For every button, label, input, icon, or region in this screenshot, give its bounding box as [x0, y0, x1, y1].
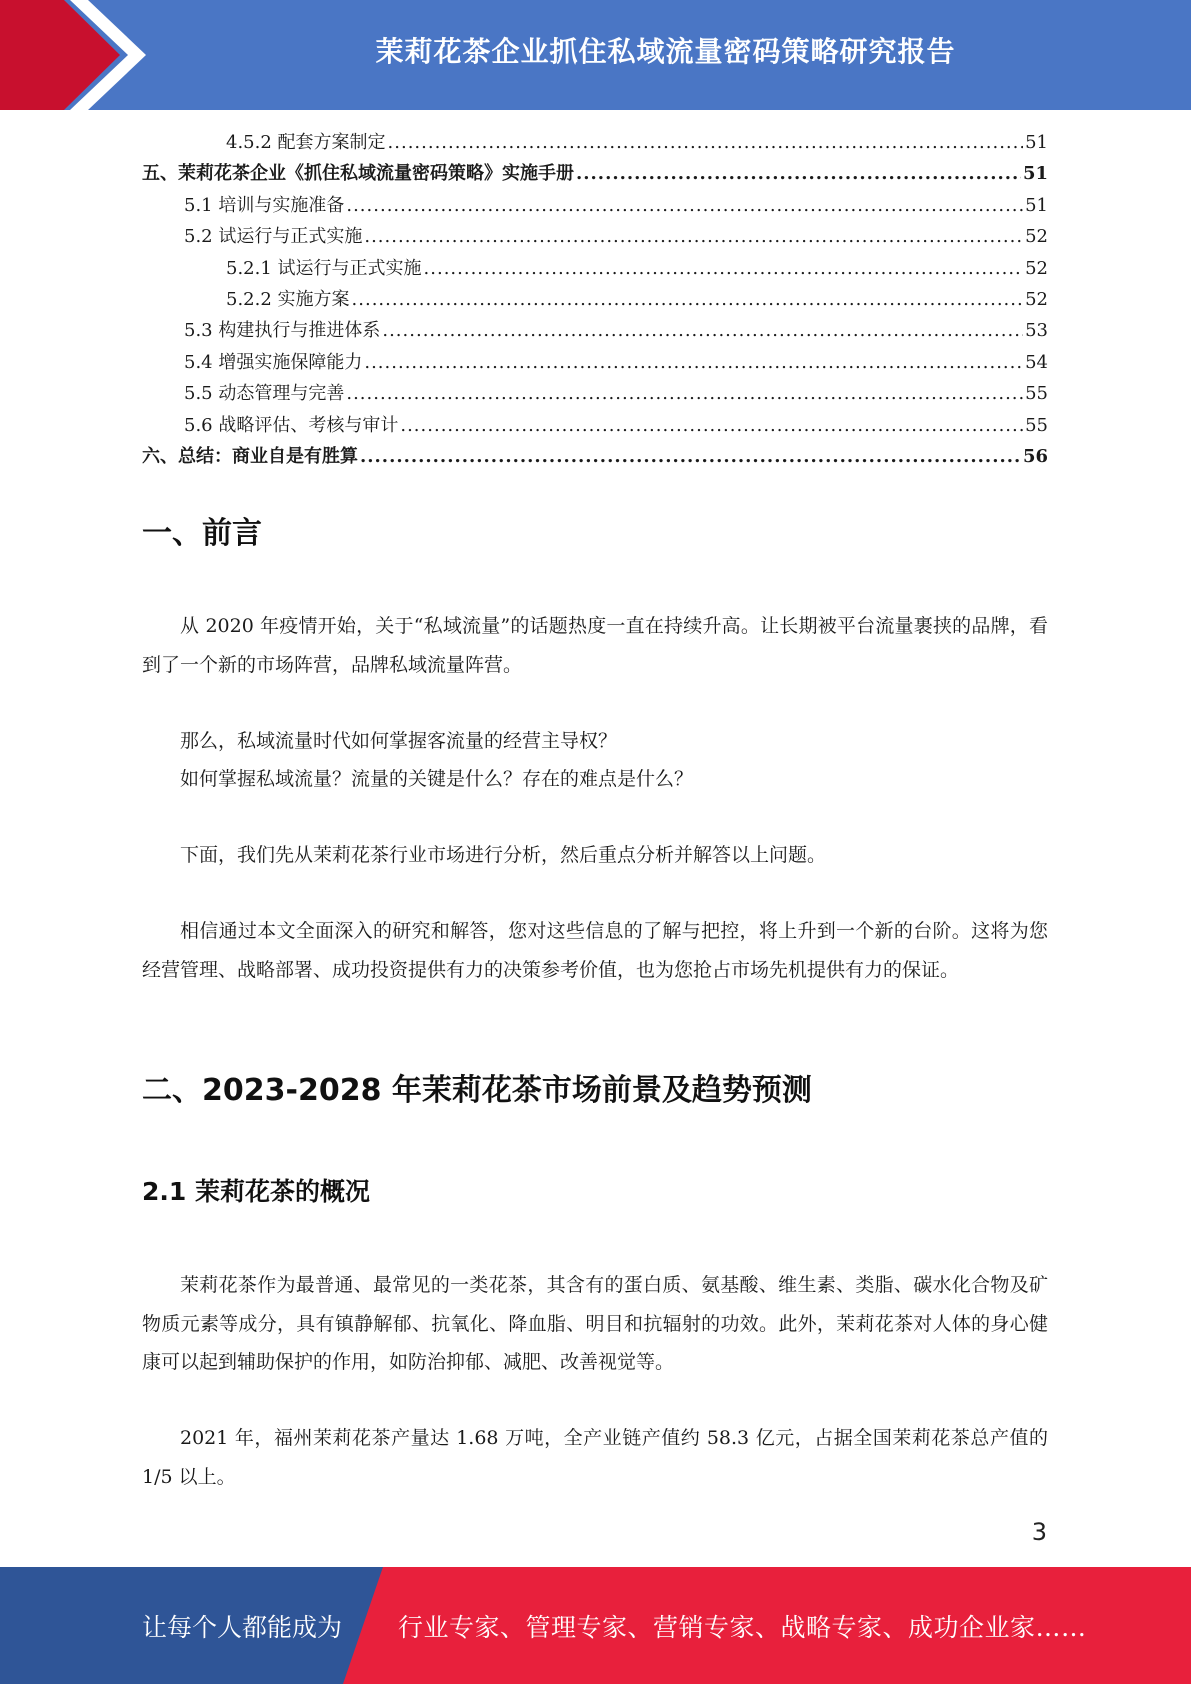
- toc-entry-page: 51: [1025, 194, 1048, 216]
- toc-entry[interactable]: [142, 284, 1048, 315]
- paragraph-production-stats: 2021 年，福州茉莉花茶产量达 1.68 万吨，全产业链产值约 58.3 亿元，占据全国茉莉花茶总产值的 1/5 以上。: [142, 1427, 1048, 1488]
- toc-entry-title: 4.5.2 配套方案制定: [226, 132, 386, 153]
- toc-entry-title: 5.2 试运行与正式实施: [184, 226, 363, 248]
- toc-entry-page: 52: [1025, 226, 1048, 248]
- toc-entry[interactable]: [142, 158, 1048, 189]
- toc-entry[interactable]: [142, 441, 1048, 472]
- paragraph-question-1: 那么，私域流量时代如何掌握客流量的经营主导权？: [180, 730, 618, 752]
- toc-entry-title: 六、总结：商业自是有胜算: [142, 445, 358, 467]
- toc-dot-leader: [364, 347, 1023, 378]
- toc-entry-page: 56: [1022, 445, 1048, 467]
- toc-entry[interactable]: [142, 221, 1048, 252]
- heading-preface: 一、前言: [142, 516, 262, 551]
- toc-entry[interactable]: [142, 315, 1048, 346]
- toc-entry-title: 5.2.1 试运行与正式实施: [226, 257, 422, 279]
- heading-market-outlook: 二、2023-2028 年茉莉花茶市场前景及趋势预测: [142, 1073, 812, 1108]
- toc-entry-page: 54: [1025, 351, 1048, 373]
- header-chevron-decoration: [0, 0, 150, 110]
- toc-entry-page: 52: [1025, 288, 1048, 310]
- toc-entry-title: 五、茉莉花茶企业《抓住私域流量密码策略》实施手册: [142, 163, 574, 185]
- paragraph-tea-overview: 茉莉花茶作为最普通、最常见的一类花茶，其含有的蛋白质、氨基酸、维生素、类脂、碳水化合物及矿物质元素等成分，具有镇静解郁、抗氧化、降血脂、明目和抗辐射的功效。此外，茉莉花茶对人体的身心健康可以起到辅助保护的作用，如防治抑郁、减肥、改善视觉等。: [142, 1274, 1048, 1373]
- toc-dot-leader: [364, 221, 1023, 252]
- page-footer: [0, 1567, 1191, 1684]
- toc-entry-page: 52: [1025, 257, 1048, 279]
- heading-overview: 2.1 茉莉花茶的概况: [142, 1177, 370, 1206]
- paragraph-value: 相信通过本文全面深入的研究和解答，您对这些信息的了解与把控，将上升到一个新的台阶。这将为您经营管理、战略部署、成功投资提供有力的决策参考价值，也为您抢占市场先机提供有力的保证。: [142, 920, 1048, 981]
- toc-entry-page: 55: [1025, 414, 1048, 436]
- footer-slogan-right: 行业专家、管理专家、营销专家、战略专家、成功企业家……: [398, 1612, 1087, 1642]
- footer-slogan-left: 让每个人都能成为: [142, 1612, 343, 1642]
- paragraph-intro: 从 2020 年疫情开始，关于“私域流量”的话题热度一直在持续升高。让长期被平台流量裹挟的品牌，看到了一个新的市场阵营，品牌私域流量阵营。: [142, 615, 1048, 676]
- page-header: [0, 0, 1191, 110]
- toc-dot-leader: [576, 158, 1021, 189]
- toc-dot-leader: [360, 441, 1021, 472]
- toc-dot-leader: [424, 253, 1024, 284]
- toc-entry-title: 5.5 动态管理与完善: [184, 383, 345, 405]
- toc-entry-title: 5.4 增强实施保障能力: [184, 351, 363, 373]
- toc-entry[interactable]: [142, 410, 1048, 441]
- paragraph-question-2: 如何掌握私域流量？流量的关键是什么？存在的难点是什么？: [180, 768, 694, 790]
- toc-entry[interactable]: [142, 378, 1048, 409]
- report-title: 茉莉花茶企业抓住私域流量密码策略研究报告: [375, 35, 956, 68]
- toc-entry-title: 5.6 战略评估、考核与审计: [184, 414, 399, 436]
- table-of-contents: [142, 127, 1048, 472]
- toc-dot-leader: [346, 190, 1023, 221]
- page-number: 3: [1031, 1518, 1047, 1546]
- toc-entry-page: 53: [1025, 320, 1048, 342]
- toc-entry[interactable]: [142, 347, 1048, 378]
- toc-dot-leader: [388, 127, 1024, 158]
- toc-entry-page: 51: [1022, 163, 1048, 185]
- toc-entry[interactable]: [142, 253, 1048, 284]
- toc-entry-title: 5.1 培训与实施准备: [184, 194, 345, 216]
- toc-entry-title: 5.2.2 实施方案: [226, 288, 350, 310]
- toc-entry[interactable]: [142, 127, 1048, 158]
- toc-dot-leader: [352, 284, 1024, 315]
- toc-entry-title: 5.3 构建执行与推进体系: [184, 320, 381, 342]
- toc-dot-leader: [382, 315, 1023, 346]
- toc-dot-leader: [346, 378, 1023, 409]
- toc-entry-page: 51: [1025, 132, 1048, 153]
- toc-entry[interactable]: [142, 190, 1048, 221]
- paragraph-analysis-plan: 下面，我们先从茉莉花茶行业市场进行分析，然后重点分析并解答以上问题。: [180, 844, 827, 866]
- toc-dot-leader: [400, 410, 1023, 441]
- toc-entry-page: 55: [1025, 383, 1048, 405]
